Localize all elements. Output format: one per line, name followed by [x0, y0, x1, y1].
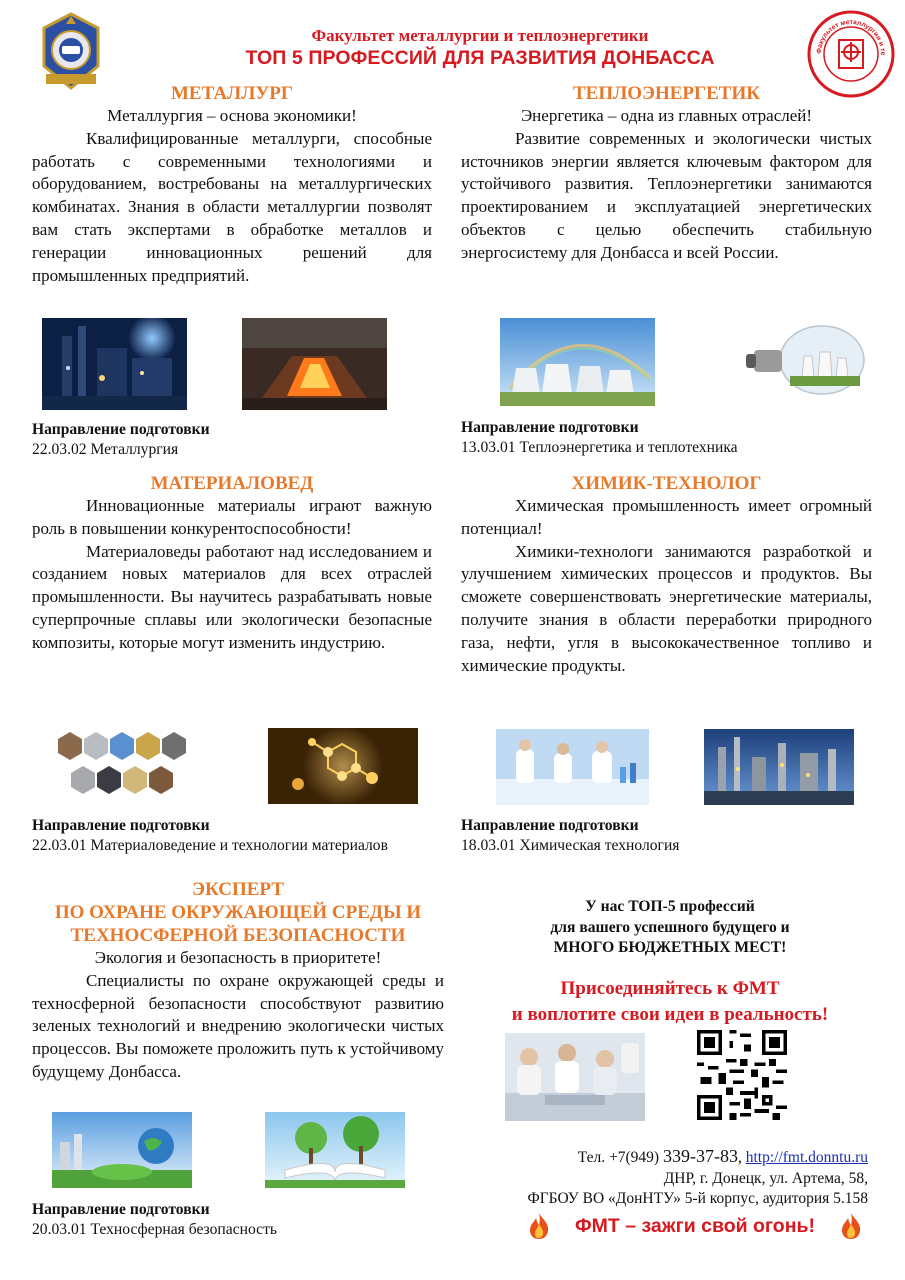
address-line: ДНР, г. Донецк, ул. Артема, 58,	[663, 1169, 868, 1187]
cta-top5	[480, 897, 860, 959]
section-title-chem: ХИМИК-ТЕХНОЛОГ	[571, 473, 762, 494]
cta-line: МНОГО БЮДЖЕТНЫХ МЕСТ!	[553, 939, 787, 956]
slogan-text: ФМТ – зажги свой огонь!	[575, 1214, 815, 1237]
section-title-eco	[32, 878, 444, 947]
phone-number: 339-37-83	[662, 1146, 738, 1166]
materials-hexagon-photo	[52, 728, 187, 802]
section-title-metallurg: МЕТАЛЛУРГ	[170, 83, 293, 104]
direction-code-metallurg: 22.03.02 Металлургия	[32, 441, 179, 458]
lightbulb-towers-photo	[740, 320, 872, 402]
cta-join-line: Присоединяйтесь к ФМТ	[560, 978, 780, 999]
refinery-photo	[704, 729, 854, 805]
flame-icon	[528, 1212, 550, 1240]
section-text: Специалисты по охране окружающей среды и техносферной безопасности способствуют развитию зеленых технологий и внедрению экологически чистых процессов. Вы поможете проложить путь к устойчивому будущему Донбасса.	[32, 970, 444, 1081]
website-link[interactable]: http://fmt.donntu.ru	[745, 1149, 868, 1166]
direction-code-eco: 20.03.01 Техносферная безопасность	[32, 1221, 277, 1238]
open-book-nature-photo	[265, 1112, 405, 1188]
section-text: Квалифицированные металлурги, способные работать с современными технологиями и оборудованием, востребованы на металлургических комбинатах. Знания в области металлургии позволят вам стать экспертами в обработке металлов и генерации инновационных решений для промышленных предприятий.	[32, 128, 432, 285]
section-title-teplo: ТЕПЛОЭНЕРГЕТИК	[573, 83, 760, 104]
section-title-line: ПО ОХРАНЕ ОКРУЖАЮЩЕЙ СРЕДЫ И	[54, 902, 422, 923]
metallurgy-plant-photo	[42, 318, 187, 410]
direction-label-metallurg: Направление подготовки	[32, 421, 210, 438]
section-body-chem	[461, 495, 872, 677]
qr-code-icon	[697, 1030, 787, 1120]
address-line: ФГБОУ ВО «ДонНТУ» 5-й корпус, аудитория 5.158	[527, 1190, 868, 1207]
contact-phone-line	[440, 1146, 868, 1169]
flame-icon	[840, 1212, 862, 1240]
faculty-name: Факультет металлургии и теплоэнергетики	[311, 26, 649, 45]
direction-label-chem: Направление подготовки	[461, 817, 639, 834]
direction-code-chem: 18.03.01 Химическая технология	[461, 837, 680, 854]
contact-info	[440, 1146, 868, 1210]
section-text: Развитие современных и экологически чистых источников энергии является ключевым фактором для устойчивого развития. Теплоэнергетики занимаются проектированием и эксплуатацией энергетических объектов с целью обеспечить стабильную энергосистему для Донбасса и всей России.	[461, 128, 872, 262]
section-lead: Экология и безопасность в приоритете!	[94, 948, 382, 967]
cta-join	[470, 976, 870, 1028]
cta-line: У нас ТОП-5 профессий	[585, 898, 755, 915]
direction-label-material: Направление подготовки	[32, 817, 210, 834]
section-body-eco	[32, 947, 444, 1084]
section-text: Химики-технологи занимаются разработкой и улучшением химических процессов и продуктов. Вы сможете совершенствовать энергетические материалы, получите знания в области переработки природного газа, нефти, угля в высококачественное топливо и химические продукты.	[461, 541, 872, 675]
cta-join-line: и воплотите свои идеи в реальность!	[511, 1004, 829, 1025]
section-body-teplo	[461, 105, 872, 265]
section-title-line: ТЕХНОСФЕРНОЙ БЕЗОПАСНОСТИ	[70, 925, 406, 946]
phone-prefix: Тел. +7(949)	[577, 1149, 663, 1166]
university-emblem	[40, 12, 102, 90]
faculty-seal-text: Факультет металлургии и те	[815, 18, 887, 56]
section-title-line: ЭКСПЕРТ	[192, 879, 284, 900]
direction-label-eco: Направление подготовки	[32, 1201, 210, 1218]
university-emblem-icon	[40, 12, 102, 90]
chemistry-lab-photo	[496, 729, 649, 805]
hot-steel-rolling-photo	[242, 318, 387, 410]
section-body-material	[32, 495, 432, 655]
direction-code-material: 22.03.01 Материаловедение и технологии материалов	[32, 837, 388, 854]
team-meeting-photo	[505, 1033, 645, 1121]
section-lead: Инновационные материалы играют важную роль в повышении конкурентоспособности!	[32, 496, 432, 538]
slogan-row	[528, 1210, 862, 1242]
section-title-material: МАТЕРИАЛОВЕД	[150, 473, 314, 494]
contact-separator: ,	[737, 1149, 746, 1166]
cooling-towers-photo	[500, 318, 655, 406]
direction-code-teplo: 13.03.01 Теплоэнергетика и теплотехника	[461, 439, 738, 456]
section-body-metallurg	[32, 105, 432, 287]
page-title: ТОП 5 ПРОФЕССИЙ ДЛЯ РАЗВИТИЯ ДОНБАССА	[245, 47, 715, 69]
qr-code[interactable]	[697, 1030, 787, 1120]
section-text: Материаловеды работают над исследованием и созданием новых материалов для всех отраслей промышленности. Вы научитесь разрабатывать новые суперпрочные сплавы или экологически безопасные композиты, которые могут изменить индустрию.	[32, 541, 432, 652]
section-lead: Энергетика – одна из главных отраслей!	[520, 106, 813, 125]
cta-line: для вашего успешного будущего и	[550, 918, 790, 936]
molecule-photo	[268, 728, 418, 804]
section-lead: Металлургия – основа экономики!	[107, 106, 357, 125]
direction-label-teplo: Направление подготовки	[461, 419, 639, 436]
green-earth-photo	[52, 1112, 192, 1188]
section-lead: Химическая промышленность имеет огромный потенциал!	[461, 496, 872, 538]
